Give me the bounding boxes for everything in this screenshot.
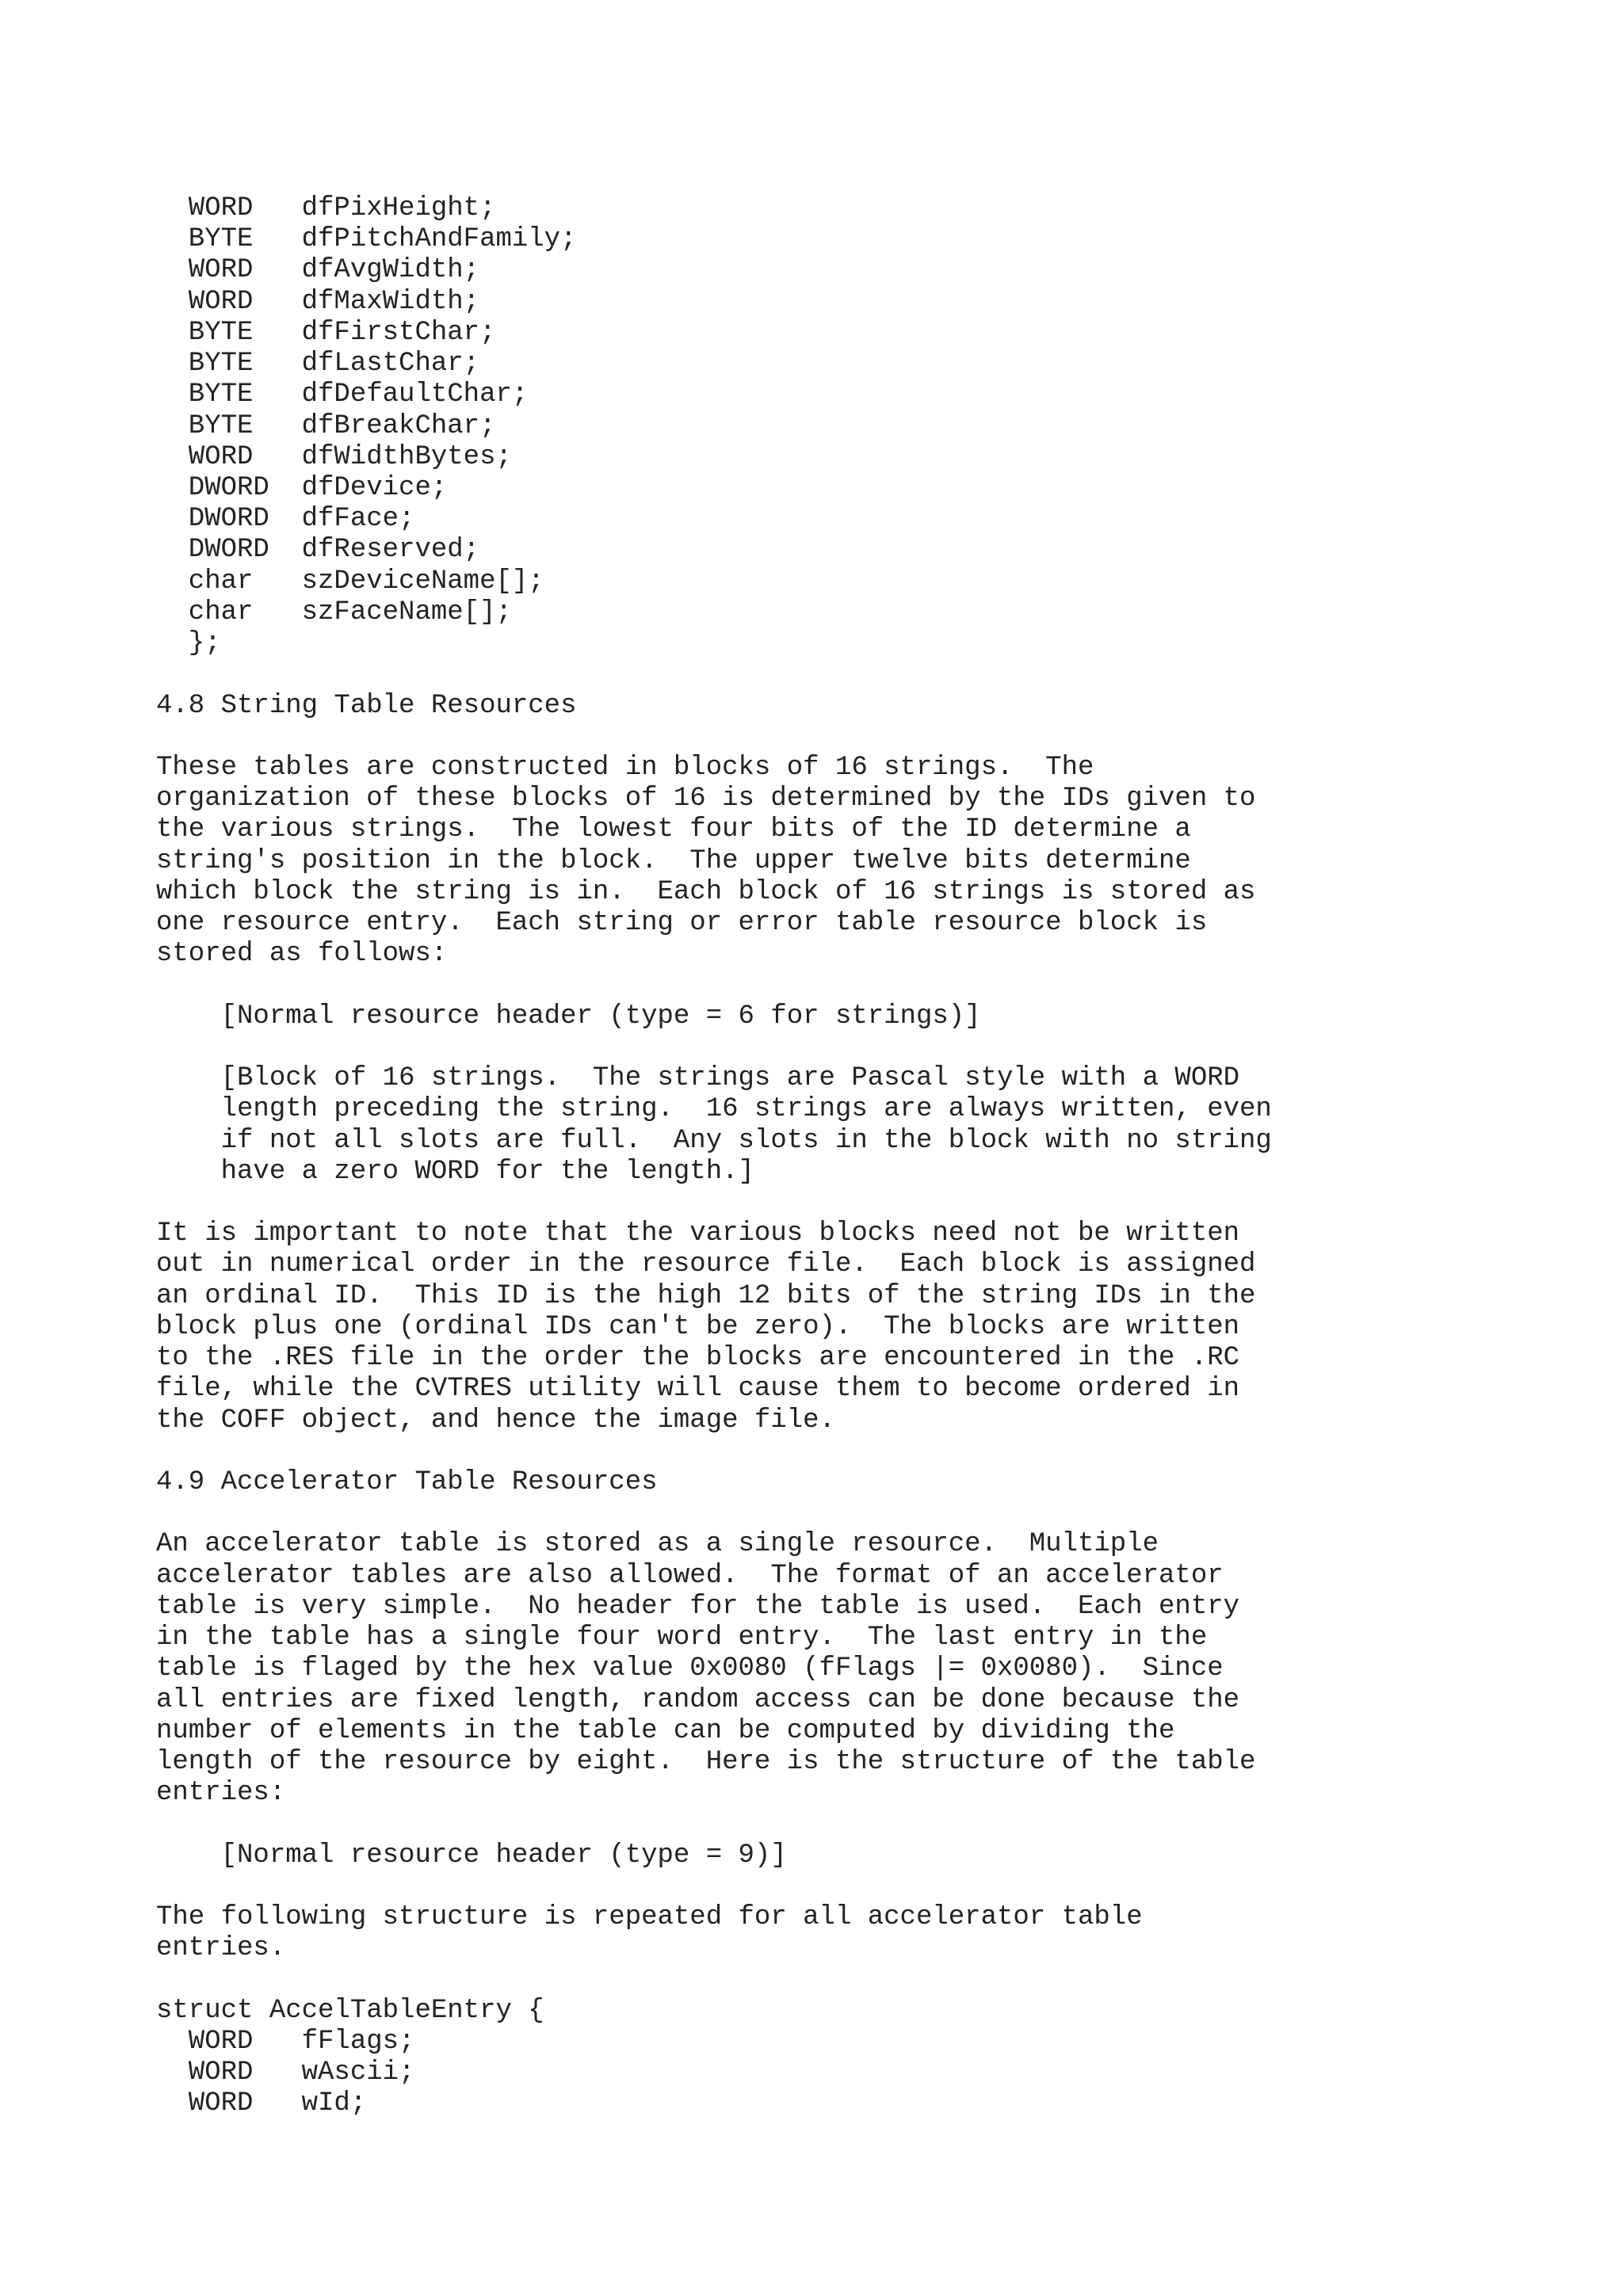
text-line: string's position in the block. The upper twelve bits determine bbox=[156, 845, 1191, 876]
text-line bbox=[156, 1809, 1272, 1840]
text-line: all entries are fixed length, random access can be done because the bbox=[156, 1684, 1240, 1715]
text-line bbox=[156, 1498, 1272, 1529]
text-line: WORD dfPixHeight; bbox=[156, 193, 496, 223]
text-line: DWORD dfDevice; bbox=[156, 472, 448, 503]
text-line: It is important to note that the various blocks need not be written bbox=[156, 1219, 1240, 1249]
text-line: [Normal resource header (type = 6 for strings)] bbox=[156, 1001, 981, 1032]
text-line: 4.8 String Table Resources bbox=[156, 690, 577, 721]
text-line: number of elements in the table can be computed by dividing the bbox=[156, 1715, 1175, 1746]
text-line: entries: bbox=[156, 1778, 286, 1809]
text-line: accelerator tables are also allowed. The format of an accelerator bbox=[156, 1560, 1224, 1591]
text-line bbox=[156, 1964, 1272, 1995]
text-line: The following structure is repeated for all accelerator table bbox=[156, 1902, 1143, 1933]
text-line: table is flaged by the hex value 0x0080 (fFlags |= 0x0080). Since bbox=[156, 1653, 1224, 1684]
text-line bbox=[156, 1188, 1272, 1219]
text-line: the COFF object, and hence the image file. bbox=[156, 1405, 835, 1436]
text-line: WORD fFlags; bbox=[156, 2026, 415, 2057]
document-text bbox=[156, 193, 1272, 2120]
text-line: block plus one (ordinal IDs can't be zero). The blocks are written bbox=[156, 1311, 1240, 1342]
text-line: in the table has a single four word entry. The last entry in the bbox=[156, 1623, 1208, 1653]
text-line: BYTE dfLastChar; bbox=[156, 349, 480, 379]
text-line: [Normal resource header (type = 9)] bbox=[156, 1840, 787, 1871]
text-line: organization of these blocks of 16 is determined by the IDs given to bbox=[156, 784, 1256, 814]
text-line bbox=[156, 970, 1272, 1001]
text-line: These tables are constructed in blocks of 16 strings. The bbox=[156, 752, 1094, 783]
text-line: length preceding the string. 16 strings are always written, even bbox=[156, 1094, 1272, 1125]
text-line: if not all slots are full. Any slots in the block with no string bbox=[156, 1125, 1272, 1156]
text-line: DWORD dfFace; bbox=[156, 504, 415, 535]
text-line: 4.9 Accelerator Table Resources bbox=[156, 1466, 658, 1497]
text-line: WORD dfWidthBytes; bbox=[156, 441, 512, 472]
text-line: WORD wId; bbox=[156, 2088, 367, 2119]
text-line: out in numerical order in the resource file. Each block is assigned bbox=[156, 1249, 1256, 1280]
text-line: one resource entry. Each string or error table resource block is bbox=[156, 908, 1208, 939]
text-line: the various strings. The lowest four bits of the ID determine a bbox=[156, 814, 1191, 845]
text-line: BYTE dfDefaultChar; bbox=[156, 379, 529, 410]
text-line: BYTE dfBreakChar; bbox=[156, 410, 496, 441]
text-line: table is very simple. No header for the table is used. Each entry bbox=[156, 1591, 1240, 1622]
text-line bbox=[156, 722, 1272, 753]
text-line: length of the resource by eight. Here is the structure of the table bbox=[156, 1746, 1256, 1777]
text-line: struct AccelTableEntry { bbox=[156, 1995, 544, 2026]
text-line: An accelerator table is stored as a single resource. Multiple bbox=[156, 1529, 1159, 1560]
text-line: which block the string is in. Each block of 16 strings is stored as bbox=[156, 876, 1256, 907]
text-line bbox=[156, 659, 1272, 690]
text-line: WORD dfMaxWidth; bbox=[156, 286, 480, 317]
text-line: [Block of 16 strings. The strings are Pascal style with a WORD bbox=[156, 1063, 1240, 1094]
text-line: WORD dfAvgWidth; bbox=[156, 255, 480, 286]
text-line: BYTE dfFirstChar; bbox=[156, 317, 496, 348]
text-line: an ordinal ID. This ID is the high 12 bits of the string IDs in the bbox=[156, 1280, 1256, 1311]
text-line: }; bbox=[156, 628, 221, 659]
text-line bbox=[156, 1032, 1272, 1063]
text-line: stored as follows: bbox=[156, 939, 448, 970]
text-line: WORD wAscii; bbox=[156, 2058, 415, 2088]
text-line: char szFaceName[]; bbox=[156, 597, 512, 627]
text-line: to the .RES file in the order the blocks are encountered in the .RC bbox=[156, 1343, 1240, 1374]
text-line: char szDeviceName[]; bbox=[156, 566, 544, 597]
text-line: DWORD dfReserved; bbox=[156, 535, 480, 566]
text-line bbox=[156, 1871, 1272, 1902]
text-line bbox=[156, 1436, 1272, 1467]
text-line: entries. bbox=[156, 1933, 286, 1964]
text-line: file, while the CVTRES utility will cause them to become ordered in bbox=[156, 1374, 1240, 1405]
text-line: have a zero WORD for the length.] bbox=[156, 1156, 754, 1187]
text-line: BYTE dfPitchAndFamily; bbox=[156, 224, 577, 255]
